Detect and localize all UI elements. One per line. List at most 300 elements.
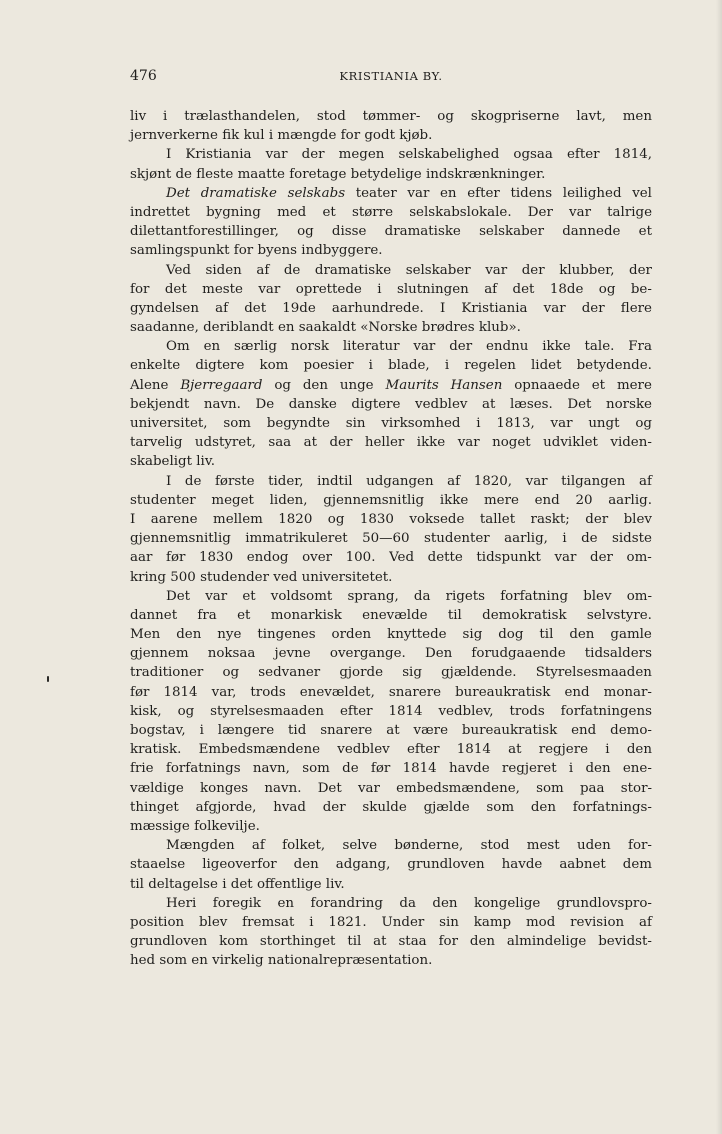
text-line [130, 798, 652, 817]
word: tingenes [257, 627, 316, 643]
word: af [251, 838, 265, 854]
word: dannede [562, 224, 621, 240]
page-number: 476 [130, 68, 157, 84]
word: til [130, 876, 144, 892]
word: et [322, 204, 336, 220]
word: blev [623, 511, 652, 527]
word: 1821. [328, 914, 367, 930]
word: 500 [170, 569, 196, 585]
word: saakaldt [298, 320, 356, 336]
word: der [629, 262, 652, 278]
word: indbyggere. [301, 243, 383, 259]
word: til [539, 627, 554, 643]
word: mængde [277, 128, 337, 144]
word: rigets [445, 588, 486, 604]
word: kongelige [473, 895, 541, 911]
word: udstyret, [194, 435, 256, 451]
text-line [130, 663, 652, 682]
word: stod [480, 838, 510, 854]
word: virkelig [212, 953, 264, 969]
word: var [457, 435, 480, 451]
word: at [482, 396, 496, 412]
body-text [130, 107, 652, 970]
word: og [327, 511, 345, 527]
word: sprang, [347, 588, 399, 604]
word: kisk, [130, 703, 162, 719]
text-line [130, 932, 652, 951]
word: universitet, [130, 416, 208, 431]
word: tømmer- [362, 109, 421, 124]
word: sin [345, 416, 366, 431]
word: Maurits [385, 377, 439, 393]
word: dette [427, 550, 463, 566]
word: en [440, 185, 457, 201]
word: i [163, 109, 168, 124]
word: 18de [549, 281, 584, 297]
word: Mængden [166, 838, 235, 854]
word: regjeret [501, 761, 557, 777]
word: den [469, 934, 495, 950]
word: den [530, 799, 556, 815]
word: 1820 [278, 511, 313, 527]
word: som [536, 780, 564, 796]
word: i [199, 723, 204, 738]
word: samlingspunkt [130, 243, 230, 259]
word: revision [570, 914, 625, 930]
word: Den [424, 646, 453, 662]
word: efter [467, 185, 500, 201]
word: studenter [130, 492, 196, 508]
word: i [476, 416, 481, 431]
word: af [638, 473, 652, 489]
text-line [130, 145, 652, 164]
word: vedblev [337, 742, 390, 758]
word: indrettet [130, 204, 190, 220]
word: end [571, 723, 597, 738]
word: tilgangen [561, 473, 626, 489]
word: i [568, 761, 574, 777]
word: betydende. [576, 358, 652, 374]
word: Fra [628, 339, 652, 355]
word: De [255, 396, 275, 412]
word: over [302, 550, 333, 566]
word: forandring [310, 895, 383, 911]
word: ene- [622, 761, 652, 777]
word: megen [338, 147, 385, 163]
word: hvad [273, 799, 306, 815]
word: bevidst- [598, 934, 652, 950]
word: skulde [362, 799, 407, 815]
text-line [130, 836, 652, 855]
word: og [437, 109, 454, 124]
word: 20 [575, 492, 593, 508]
word: voksede [409, 511, 465, 527]
word: enkelte [130, 358, 181, 374]
word: Under [381, 914, 425, 930]
word: særlig [234, 339, 277, 355]
word: af [215, 300, 229, 316]
word: var [525, 473, 548, 489]
word: om- [626, 588, 652, 604]
word: tallet [479, 511, 516, 527]
word: længere [217, 723, 275, 738]
word: 19de [282, 300, 316, 316]
word: jernverkerne [130, 128, 218, 144]
word: digtere [195, 358, 245, 374]
word: en [191, 953, 208, 969]
word: selskaber [405, 262, 471, 278]
word: nye [217, 627, 242, 643]
word: sig [462, 627, 483, 643]
word: meste [202, 281, 243, 297]
word: I [166, 473, 172, 489]
word: 1814 [402, 761, 437, 777]
word: dramatiske [314, 262, 392, 278]
text-line [130, 184, 652, 203]
word: offentlige [256, 876, 322, 892]
word: efter [339, 703, 373, 719]
word: tale. [584, 339, 615, 355]
word: 1830 [199, 550, 234, 566]
text-line [130, 376, 652, 395]
word: dog [498, 627, 524, 643]
word: dem [622, 857, 652, 873]
word: navn, [252, 761, 290, 777]
word: de [581, 531, 598, 547]
word: gjælde [423, 799, 470, 815]
word: begyndte [266, 416, 330, 431]
text-line [130, 606, 652, 625]
word: før [370, 761, 391, 777]
word: paa [579, 780, 605, 796]
word: stod [316, 109, 346, 124]
word: selve [342, 838, 378, 854]
word: flere [620, 300, 652, 316]
word: aarhundrede. [331, 300, 424, 316]
word: enevældet, [299, 684, 375, 700]
word: Der [527, 204, 553, 220]
word: bureaukratisk [461, 723, 558, 738]
word: af [638, 914, 652, 930]
word: indtil [317, 473, 353, 489]
text-line [130, 529, 652, 548]
word: ikke [542, 339, 571, 355]
word: tid [288, 723, 307, 738]
word: vedblev [415, 396, 468, 412]
word: til [447, 607, 462, 623]
word: meget [211, 492, 254, 508]
word: 100. [345, 550, 376, 566]
word: bekjendt [130, 396, 190, 412]
page-header [130, 68, 652, 86]
word: staa [398, 934, 427, 950]
word: Styrelsesmaaden [535, 665, 652, 681]
word: ogsaa [513, 147, 553, 163]
word: og [297, 224, 314, 240]
word: i [444, 358, 450, 374]
word: embedsmændene, [396, 780, 520, 796]
text-line [130, 894, 652, 913]
word: selskabs [287, 185, 346, 201]
word: position [130, 914, 185, 930]
word: Om [166, 339, 190, 355]
word: var [554, 550, 577, 566]
word: være [413, 723, 448, 738]
word: tidens [510, 185, 553, 201]
word: det [244, 300, 267, 316]
word: heller [364, 435, 405, 451]
word: Alene [130, 377, 169, 393]
word: snarere [388, 684, 442, 700]
word: i [222, 876, 227, 892]
text-line [130, 261, 652, 280]
word: tider, [268, 473, 304, 489]
word: dramatiske [384, 224, 461, 240]
word: Heri [166, 895, 197, 911]
word: Det [567, 396, 592, 412]
text-line [130, 913, 652, 932]
word: dramatiske [200, 185, 277, 201]
word: kjøb. [399, 128, 433, 144]
word: ungt [588, 416, 620, 431]
word: Hansen [450, 377, 503, 393]
text-line [130, 280, 652, 299]
word: demokratisk [482, 607, 567, 623]
word: sin [439, 914, 459, 930]
word: et [242, 588, 256, 604]
word: Ved [389, 550, 415, 566]
word: Ved [166, 262, 191, 278]
word: det [512, 281, 535, 297]
word: kom [259, 358, 289, 374]
word: om- [626, 550, 652, 566]
word: for [130, 281, 150, 297]
word: sidste [612, 531, 652, 547]
word: for [438, 934, 458, 950]
word: poesier [303, 358, 354, 374]
word: der [449, 339, 473, 355]
word: at [373, 934, 387, 950]
word: liv. [325, 876, 345, 892]
word: for- [628, 838, 652, 854]
text-line [130, 587, 652, 606]
word: den [585, 761, 611, 777]
word: læses. [509, 396, 553, 412]
word: aar [130, 550, 153, 566]
word: udgangen [366, 473, 434, 489]
text-line [130, 510, 652, 529]
word: endog [246, 550, 289, 566]
word: forfatnings- [572, 799, 652, 815]
text-line [130, 318, 652, 337]
word: demo- [610, 723, 652, 738]
word: knyttede [387, 627, 447, 643]
word: Men [130, 627, 161, 643]
word: traditioner [130, 665, 204, 681]
word: universitetet. [301, 569, 393, 585]
word: literatur [342, 339, 400, 355]
word: forfatnings [165, 761, 241, 777]
word: tidsalders [584, 646, 652, 662]
word: grundloven [130, 934, 208, 950]
text-line [130, 472, 652, 491]
text-line [130, 721, 652, 740]
word: liv [130, 109, 147, 124]
word: thinget [130, 799, 179, 815]
word: i [562, 531, 567, 547]
word: be- [630, 281, 652, 297]
text-line [130, 107, 652, 126]
word: den [569, 627, 595, 643]
word: regelen [464, 358, 516, 374]
word: siden [205, 262, 242, 278]
word: gjennem [130, 646, 189, 662]
word: deriblandt [203, 320, 274, 336]
text-line [130, 683, 652, 702]
word: tidspunkt [476, 550, 541, 566]
word: gjennemsnitlig [130, 531, 231, 547]
word: aarlig, [504, 531, 548, 547]
word: udviklet [543, 435, 598, 451]
word: selskabslokale. [409, 204, 512, 220]
word: sig [402, 665, 422, 681]
word: var [205, 588, 228, 604]
word: sedvaner [258, 665, 321, 681]
word: og [598, 281, 616, 297]
word: Bjerregaard [180, 377, 263, 393]
word: dannet [130, 607, 178, 623]
word: 1813, [496, 416, 535, 431]
word: kring [130, 569, 166, 585]
word: 1814 [456, 742, 491, 758]
word: af [256, 262, 270, 278]
word: liv. [196, 454, 216, 470]
word: vældige [130, 780, 184, 796]
word: aarlig. [608, 492, 652, 508]
print-speck [47, 676, 49, 682]
word: staaelse [130, 857, 186, 873]
word: saadanne, [130, 320, 199, 336]
word: almindelige [506, 934, 587, 950]
word: af [484, 281, 498, 297]
word: maatte [237, 166, 285, 182]
word: opnaaede [514, 377, 580, 393]
word: 1814, [613, 147, 652, 163]
word: monar- [603, 684, 652, 700]
word: aarene [150, 511, 198, 527]
text-line [130, 452, 652, 471]
word: orden [331, 627, 372, 643]
word: det [164, 281, 187, 297]
word: klub». [478, 320, 521, 336]
word: overgange. [329, 646, 406, 662]
word: foretage [289, 166, 347, 182]
word: end [534, 492, 560, 508]
word: styrelsesmaaden [210, 703, 325, 719]
word: «Norske [360, 320, 418, 336]
word: konges [200, 780, 249, 796]
text-line [130, 625, 652, 644]
word: i [377, 281, 382, 297]
word: et [237, 607, 251, 623]
word: vel [632, 185, 652, 201]
word: afgjorde, [195, 799, 257, 815]
word: den [293, 857, 319, 873]
word: grundloven [407, 857, 485, 873]
word: der [329, 435, 353, 451]
text-line [130, 779, 652, 798]
word: men [622, 109, 652, 124]
word: storthinget [259, 934, 336, 950]
word: for [233, 243, 254, 259]
word: første [214, 473, 255, 489]
word: bønderne, [394, 838, 464, 854]
word: grundlovspro- [556, 895, 652, 911]
word: enevælde [362, 607, 428, 623]
running-title: KRISTIANIA BY. [339, 69, 443, 83]
word: kul [243, 128, 265, 144]
word: var [357, 780, 380, 796]
word: foregik [212, 895, 262, 911]
word: ved [273, 569, 298, 585]
word: nationalrepræsentation. [267, 953, 433, 969]
word: større [351, 204, 393, 220]
word: fremsat [242, 914, 295, 930]
text-line [130, 337, 652, 356]
word: som [159, 953, 188, 969]
word: I [130, 511, 136, 527]
word: de [184, 473, 202, 489]
word: immatrikuleret [245, 531, 348, 547]
word: kratisk. [130, 742, 182, 758]
word: 1830 [359, 511, 394, 527]
word: trods [250, 684, 286, 700]
word: skogpriserne [470, 109, 560, 124]
word: byens [257, 243, 298, 259]
word: 1820, [473, 473, 513, 489]
word: monarkisk [270, 607, 342, 623]
text-line [130, 414, 652, 433]
word: noksaa [207, 646, 256, 662]
word: betydelige [350, 166, 422, 182]
word: raskt; [530, 511, 570, 527]
word: endnu [485, 339, 529, 355]
word: adgang, [335, 857, 391, 873]
word: norsk [290, 339, 329, 355]
word: som [486, 799, 515, 815]
word: skjønt [130, 166, 172, 182]
word: Kristiania [185, 147, 252, 163]
word: frie [130, 761, 154, 777]
text-line [130, 433, 652, 452]
text-line [130, 241, 652, 260]
word: blev [198, 914, 228, 930]
word: den [176, 627, 202, 643]
word: det [230, 876, 253, 892]
word: til [347, 934, 362, 950]
word: at [508, 742, 522, 758]
page-edge-shadow [716, 0, 722, 1134]
word: den [626, 742, 652, 758]
word: og [177, 703, 195, 719]
word: som [223, 416, 251, 431]
word: lavt, [576, 109, 606, 124]
word: navn. [203, 396, 241, 412]
word: Det [317, 780, 342, 796]
word: mest [526, 838, 560, 854]
word: viden- [610, 435, 652, 451]
word: efter [566, 147, 600, 163]
